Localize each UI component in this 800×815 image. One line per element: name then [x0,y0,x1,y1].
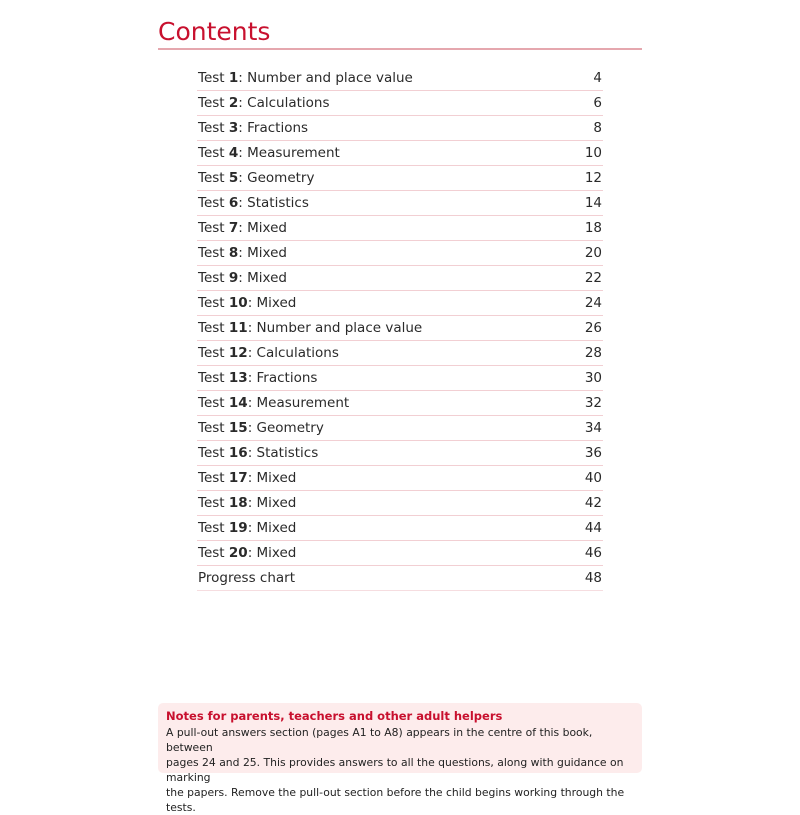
toc-entry-page-number: 14 [584,195,602,211]
toc-entry-page-number: 26 [584,320,602,336]
toc-entry-label [198,270,287,286]
toc-entry [197,466,603,491]
toc-entry-page-number: 10 [584,145,602,161]
notes-line: A pull-out answers section (pages A1 to A8) appears in the centre of this book, between [166,726,593,754]
toc-entry-topic: : Calculations [247,345,339,361]
notes-body [166,725,632,815]
notes-title: Notes for parents, teachers and other adult helpers [166,709,503,723]
notes-line: pages 24 and 25. This provides answers to all the questions, along with guidance on marking [166,756,624,784]
toc-entry-label [198,370,317,386]
toc-entry [197,216,603,241]
toc-entry-label [198,345,339,361]
toc-entry [197,416,603,441]
toc-entry-number: 9 [228,270,239,286]
toc-entry-number: 14 [228,395,248,411]
toc-entry-number: 11 [228,320,248,336]
toc-entry-prefix: Test [198,245,229,261]
toc-entry [197,541,603,566]
toc-entry-prefix: Test [198,145,229,161]
toc-entry-page-number: 24 [584,295,602,311]
toc-entry [197,316,603,341]
toc-entry-topic: : Geometry [247,420,324,436]
toc-entry-label [198,445,318,461]
toc-entry-label [198,195,309,211]
toc-entry-label [198,320,422,336]
toc-entry [197,166,603,191]
toc-entry-prefix: Test [198,70,229,86]
toc-entry [197,566,603,591]
toc-entry-prefix: Test [198,370,229,386]
toc-entry-number: 13 [228,370,248,386]
toc-entry-prefix: Test [198,545,229,561]
toc-entry-label [198,145,340,161]
toc-entry-topic: : Measurement [247,395,350,411]
toc-entry-label [198,95,329,111]
toc-entry [197,91,603,116]
toc-entry-number: 19 [228,520,248,536]
page-title: Contents [158,17,271,46]
toc-entry-prefix: Test [198,220,229,236]
toc-entry-topic: : Mixed [238,270,287,286]
toc-entry-number: 15 [228,420,248,436]
toc-entry [197,341,603,366]
notes-box [158,703,642,814]
toc-entry-label [198,220,287,236]
toc-entry-prefix: Test [198,120,229,136]
toc-entry-topic: : Fractions [238,120,309,136]
toc-entry-label [198,170,314,186]
toc-entry-page-number: 40 [584,470,602,486]
toc-entry-label [198,495,296,511]
toc-entry-label [198,420,324,436]
toc-entry-label [198,245,287,261]
toc-entry-label [198,570,295,586]
toc-entry-prefix: Test [198,170,229,186]
toc-entry [197,516,603,541]
toc-entry-topic: : Measurement [238,145,340,161]
toc-entry-topic: : Mixed [247,495,297,511]
toc-entry-number: 16 [228,445,248,461]
toc-entry-page-number: 42 [584,495,602,511]
toc-entry-number: 10 [228,295,248,311]
toc-entry-page-number: 44 [584,520,602,536]
toc-entry-page-number: 46 [584,545,602,561]
toc-entry-prefix: Test [198,295,229,311]
toc-entry-label [198,545,296,561]
toc-entry-label [198,520,296,536]
toc-entry-label [198,295,296,311]
notes-line: the papers. Remove the pull-out section before the child begins working through the tests. [166,786,625,814]
toc-entry [197,291,603,316]
toc-entry-page-number: 36 [584,445,602,461]
toc-entry [197,366,603,391]
toc-entry-prefix: Test [198,470,229,486]
toc-entry-number: 1 [228,70,239,86]
toc-entry-topic: : Mixed [247,470,297,486]
toc-entry-prefix: Test [198,270,229,286]
toc-entry-page-number: 6 [593,95,602,111]
toc-entry-page-number: 48 [584,570,602,586]
contents-list [197,66,603,591]
toc-entry [197,241,603,266]
toc-entry-prefix: Test [198,445,229,461]
toc-entry-number: 3 [228,120,239,136]
toc-entry [197,266,603,291]
toc-entry-label [198,470,296,486]
toc-entry [197,116,603,141]
toc-entry-page-number: 34 [584,420,602,436]
toc-entry-label [198,70,413,86]
toc-entry-topic: : Statistics [238,195,309,211]
toc-entry-label [198,120,308,136]
toc-entry-number: 12 [228,345,248,361]
toc-entry-topic: : Geometry [238,170,315,186]
toc-entry-page-number: 32 [584,395,602,411]
toc-entry [197,141,603,166]
toc-entry-topic: : Number and place value [247,320,423,336]
toc-entry-number: 7 [228,220,239,236]
toc-entry-page-number: 20 [584,245,602,261]
toc-entry-topic: : Number and place value [238,70,413,86]
toc-entry-prefix: Test [198,420,229,436]
toc-entry [197,66,603,91]
toc-entry-page-number: 8 [593,120,602,136]
toc-entry-prefix: Test [198,520,229,536]
toc-entry-page-number: 18 [584,220,602,236]
title-divider [158,48,642,50]
toc-entry-number: 17 [228,470,248,486]
toc-entry-topic: : Mixed [238,245,287,261]
toc-entry-prefix: Test [198,320,229,336]
toc-entry-topic: : Mixed [238,220,287,236]
toc-entry-page-number: 4 [593,70,602,86]
toc-entry-number: 4 [228,145,239,161]
toc-entry-number: 5 [228,170,239,186]
toc-entry-topic: : Fractions [247,370,318,386]
toc-entry-label [198,395,349,411]
toc-entry-prefix: Test [198,195,229,211]
toc-entry-topic: : Calculations [238,95,330,111]
toc-entry-page-number: 30 [584,370,602,386]
toc-entry-number: 18 [228,495,248,511]
toc-entry-number: 20 [228,545,248,561]
toc-entry-topic: : Mixed [247,520,297,536]
toc-entry [197,191,603,216]
toc-entry-topic: : Mixed [247,545,297,561]
toc-entry-number: 2 [228,95,239,111]
toc-entry [197,441,603,466]
toc-entry-number: 6 [228,195,239,211]
toc-entry-topic: : Statistics [247,445,319,461]
toc-entry [197,491,603,516]
toc-entry-number: 8 [228,245,239,261]
toc-entry-prefix: Test [198,395,229,411]
toc-entry-page-number: 28 [584,345,602,361]
toc-entry-prefix: Test [198,495,229,511]
toc-entry-prefix: Progress chart [198,570,295,586]
toc-entry-page-number: 22 [584,270,602,286]
toc-entry-page-number: 12 [584,170,602,186]
toc-entry-topic: : Mixed [247,295,297,311]
toc-entry-prefix: Test [198,95,229,111]
toc-entry [197,391,603,416]
toc-entry-prefix: Test [198,345,229,361]
